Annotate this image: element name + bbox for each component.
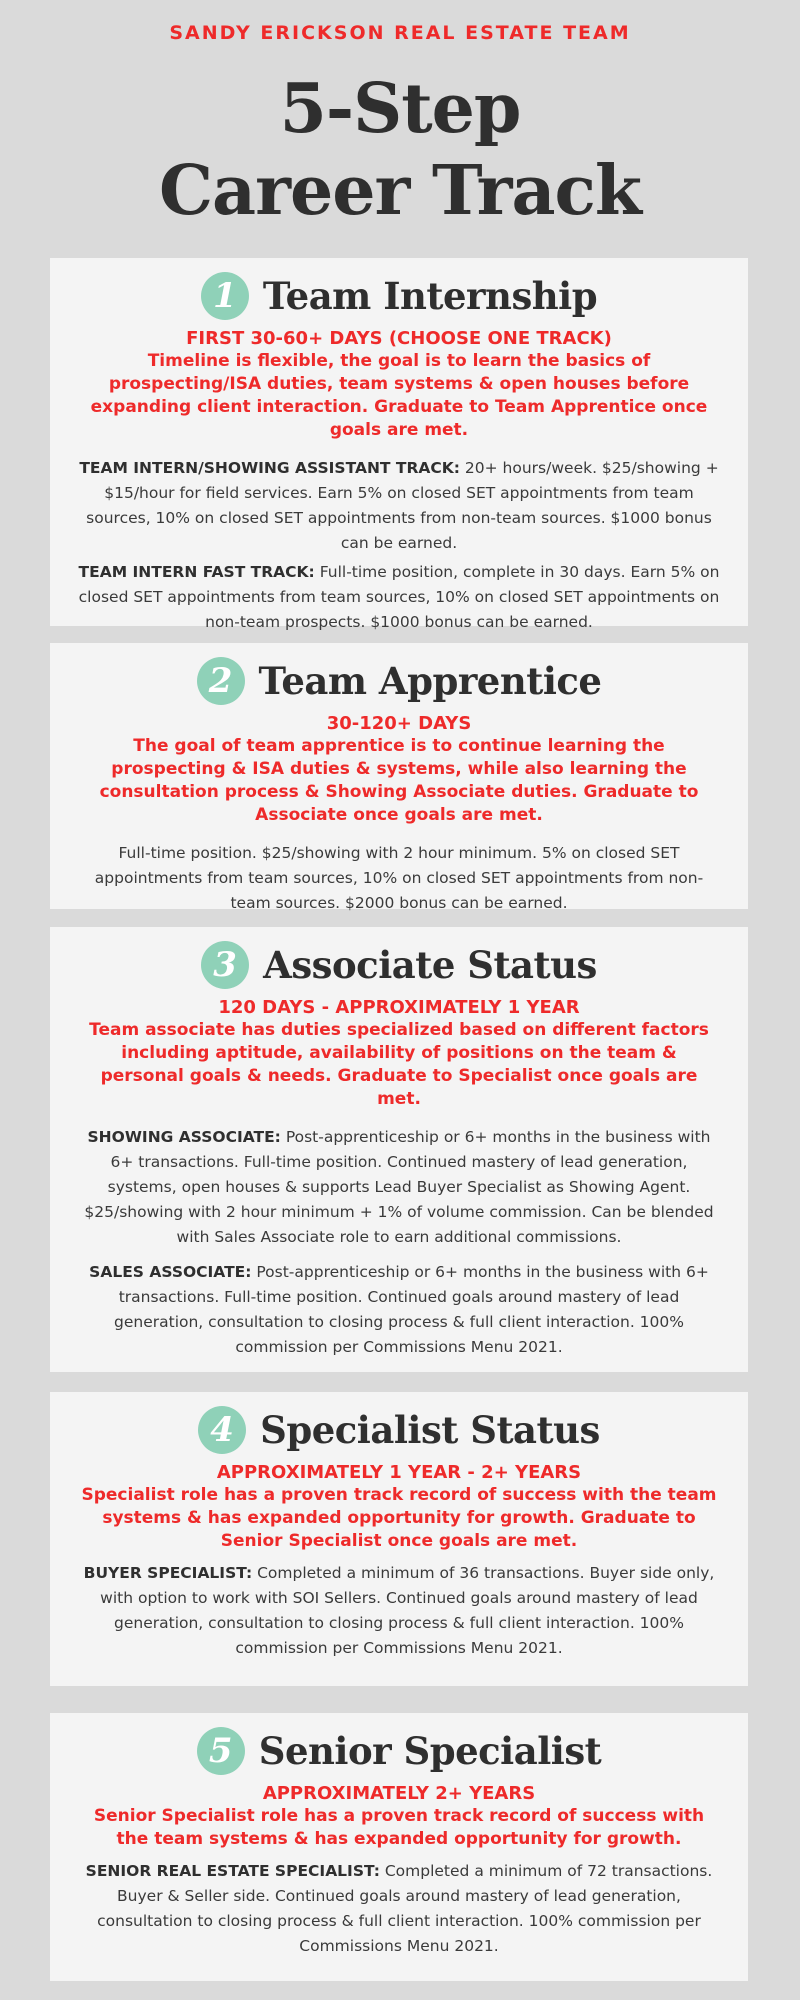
step-card-2 bbox=[50, 643, 748, 912]
step-timeline: APPROXIMATELY 2+ YEARS bbox=[262, 1783, 536, 1804]
team-name: SANDY ERICKSON REAL ESTATE TEAM bbox=[169, 22, 631, 44]
step-timeline: 30-120+ DAYS bbox=[326, 713, 472, 734]
paragraph-text: Full-time position. $25/showing with 2 hour minimum. 5% on closed SET appointments from team sources, 10% on closed SET appointments from non-team sources. $2000 bonus can be earned. bbox=[94, 844, 704, 912]
paragraph-text: Full-time position, complete in 30 days. Earn 5% on closed SET appointments from team sources, 10% on closed SET appointments on non-team prospects. $1000 bonus can be earned. bbox=[78, 563, 720, 631]
paragraph-label: TEAM INTERN FAST TRACK: bbox=[78, 563, 315, 581]
step-title: Specialist Status bbox=[260, 1408, 600, 1452]
step-paragraph bbox=[78, 1125, 720, 1250]
paragraph-text: Completed a minimum of 36 transactions. Buyer side only, with option to work with SOI Sellers. Continued goals around mastery of lead generation, consultation to closing process & full client interaction. 100% commission per Commissions Menu 2021. bbox=[100, 1564, 715, 1657]
step-goal: Team associate has duties specialized based on different factors including aptitude, availability of positions on the team & personal goals & needs. Graduate to Specialist once goals are met. bbox=[89, 1020, 709, 1109]
step-goal: Senior Specialist role has a proven track record of success with the team systems & has expanded opportunity for growth. bbox=[93, 1806, 705, 1849]
step-heading bbox=[78, 657, 720, 705]
step-paragraph bbox=[78, 1859, 720, 1959]
step-heading bbox=[78, 1406, 720, 1454]
paragraph-text: Completed a minimum of 72 transactions. Buyer & Seller side. Continued goals around mastery of lead generation, consultation to closing process & full client interaction. 100% commission per Commissions Menu 2021. bbox=[97, 1862, 713, 1955]
step-title: Senior Specialist bbox=[258, 1729, 602, 1773]
step-paragraph bbox=[78, 841, 720, 916]
step-heading bbox=[78, 272, 720, 320]
step-heading bbox=[78, 1727, 720, 1775]
step-paragraph bbox=[78, 560, 720, 635]
step-title: Team Internship bbox=[262, 274, 598, 318]
step-timeline: 120 DAYS - APPROXIMATELY 1 YEAR bbox=[218, 997, 580, 1018]
step-card-3 bbox=[50, 927, 748, 1372]
page-title-line-2: Career Track bbox=[158, 151, 642, 231]
step-timeline: APPROXIMATELY 1 YEAR - 2+ YEARS bbox=[216, 1462, 582, 1483]
paragraph-label: SENIOR REAL ESTATE SPECIALIST: bbox=[85, 1862, 380, 1880]
page-title bbox=[0, 68, 800, 232]
step-title: Associate Status bbox=[263, 943, 597, 987]
step-goal: The goal of team apprentice is to continue learning the prospecting & ISA duties & systems, while also learning the consultation process & Showing Associate duties. Graduate to Associate once goals are met. bbox=[99, 736, 699, 825]
step-number-badge: 4 bbox=[198, 1406, 246, 1454]
paragraph-label: SALES ASSOCIATE: bbox=[89, 1263, 252, 1281]
paragraph-label: TEAM INTERN/SHOWING ASSISTANT TRACK: bbox=[79, 459, 460, 477]
step-card-4 bbox=[50, 1392, 748, 1686]
step-number-badge: 5 bbox=[197, 1727, 245, 1775]
step-paragraph bbox=[78, 1260, 720, 1360]
paragraph-text: Post-apprenticeship or 6+ months in the business with 6+ transactions. Full-time position. Continued goals around mastery of lead generation, consultation to closing process & full client interaction. 100% commission per Commissions Menu 2021. bbox=[114, 1263, 709, 1356]
step-card-5 bbox=[50, 1713, 748, 1981]
paragraph-text: 20+ hours/week. $25/showing + $15/hour for field services. Earn 5% on closed SET appointments from team sources, 10% on closed SET appointments from non-team sources. $1000 bonus can be earned. bbox=[86, 459, 719, 552]
step-card-1 bbox=[50, 258, 748, 631]
step-heading bbox=[78, 941, 720, 989]
paragraph-label: BUYER SPECIALIST: bbox=[83, 1564, 253, 1582]
page-title-line-1: 5-Step bbox=[279, 69, 521, 149]
step-timeline: FIRST 30-60+ DAYS (CHOOSE ONE TRACK) bbox=[186, 328, 612, 349]
step-number-badge: 1 bbox=[201, 272, 249, 320]
step-goal: Specialist role has a proven track record of success with the team systems & has expanded opportunity for growth. Graduate to Senior Specialist once goals are met. bbox=[81, 1485, 717, 1551]
paragraph-label: SHOWING ASSOCIATE: bbox=[87, 1128, 281, 1146]
step-title: Team Apprentice bbox=[258, 659, 602, 703]
paragraph-text: Post-apprenticeship or 6+ months in the business with 6+ transactions. Full-time position. Continued mastery of lead generation, systems, open houses & supports Lead Buyer Specialist as Showing Agent. $25/showing with 2 hour minimum + 1% of volume commission. Can be blended with Sales Associate role to earn additional commissions. bbox=[84, 1128, 714, 1246]
step-goal: Timeline is flexible, the goal is to learn the basics of prospecting/ISA duties, team systems & open houses before expanding client interaction. Graduate to Team Apprentice once goals are met. bbox=[90, 351, 708, 440]
step-paragraph bbox=[78, 456, 720, 556]
step-number-badge: 2 bbox=[197, 657, 245, 705]
step-paragraph bbox=[78, 1561, 720, 1661]
step-number-badge: 3 bbox=[201, 941, 249, 989]
